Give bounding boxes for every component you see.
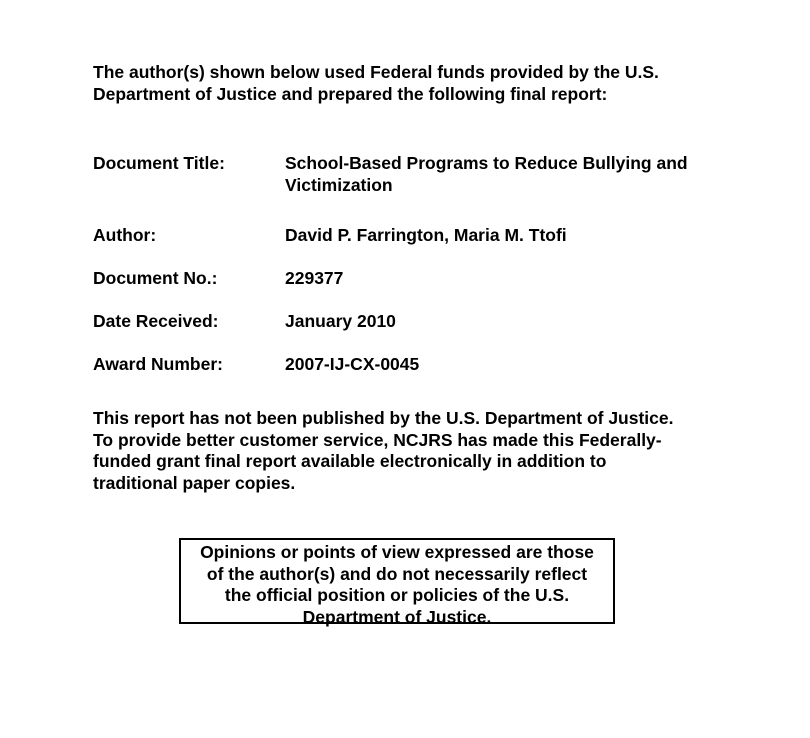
date-received-label: Date Received:	[93, 311, 219, 331]
author-label: Author:	[93, 225, 157, 245]
document-title-label: Document Title:	[93, 153, 225, 173]
document-title-value: School-Based Programs to Reduce Bullying and Victimization	[285, 153, 688, 195]
notice-line-3: funded grant final report available electronically in addition to	[93, 451, 607, 471]
document-no-label: Document No.:	[93, 268, 218, 288]
disclaimer-line-1: Opinions or points of view expressed are those	[200, 542, 594, 562]
disclaimer-line-3: the official position or policies of the U.S.	[224, 585, 570, 605]
award-number-value: 2007-IJ-CX-0045	[285, 354, 420, 374]
notice-line-4: traditional paper copies.	[93, 472, 296, 493]
author-value: David P. Farrington, Maria M. Ttofi	[285, 225, 567, 245]
date-received-value: January 2010	[285, 311, 396, 331]
disclaimer-line-2: of the author(s) and do not necessarily reflect	[206, 563, 588, 584]
intro-line-2: Department of Justice and prepared the following final report:	[93, 83, 608, 104]
intro-paragraph	[93, 62, 753, 105]
intro-line-1: The author(s) shown below used Federal funds provided by the U.S.	[93, 62, 659, 82]
disclaimer-box	[179, 538, 615, 627]
publication-notice	[93, 408, 733, 494]
notice-line-2: To provide better customer service, NCJRS has made this Federally-	[93, 429, 662, 450]
disclaimer-line-4: Department of Justice.	[302, 606, 492, 627]
award-number-label: Award Number:	[93, 354, 223, 374]
document-no-value: 229377	[285, 268, 344, 288]
notice-line-1: This report has not been published by the U.S. Department of Justice.	[93, 408, 674, 428]
